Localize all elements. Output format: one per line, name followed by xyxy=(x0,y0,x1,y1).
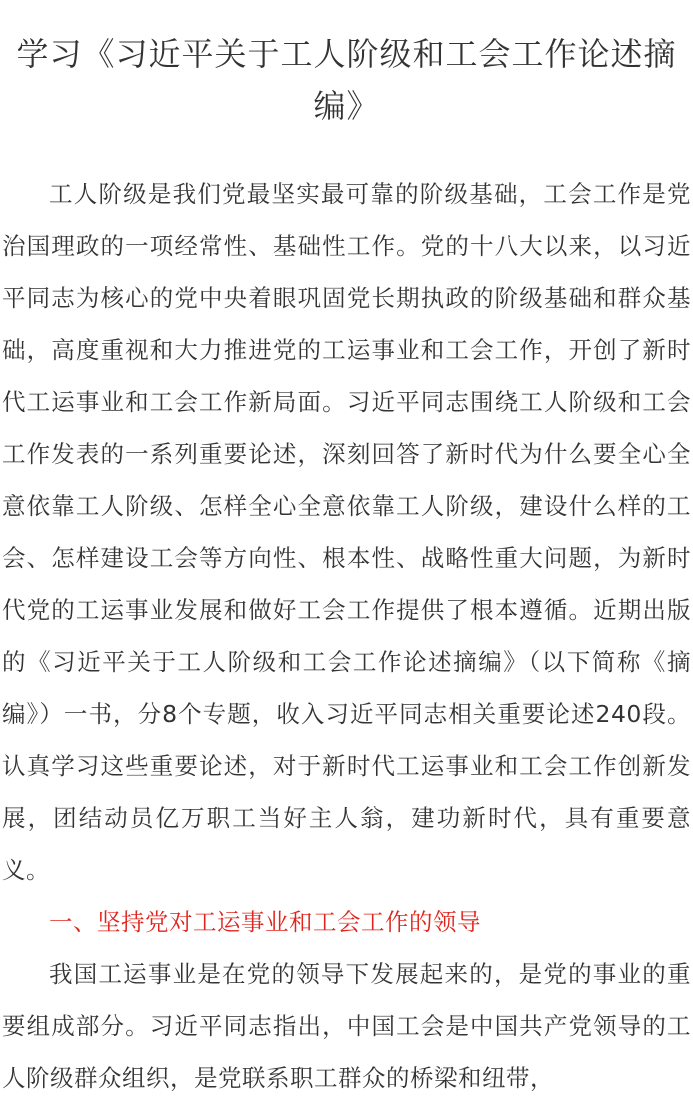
article-body xyxy=(2,168,691,1104)
section-heading: 一、坚持党对工运事业和工会工作的领导 xyxy=(49,908,481,936)
article-title: 学习《习近平关于工人阶级和工会工作论述摘编》 xyxy=(16,35,677,125)
intro-paragraph: 工人阶级是我们党最坚实最可靠的阶级基础，工会工作是党治国理政的一项经常性、基础性工作。党的十八大以来，以习近平同志为核心的党中央着眼巩固党长期执政的阶级基础和群众基础，高度重视和大力推进党的工运事业和工会工作，开创了新时代工运事业和工会工作新局面。习近平同志围绕工人阶级和工会工作发表的一系列重要论述，深刻回答了新时代为什么要全心全意依靠工人阶级、怎样全心全意依靠工人阶级，建设什么样的工会、怎样建设工会等方向性、根本性、战略性重大问题，为新时代党的工运事业发展和做好工会工作提供了根本遵循。近期出版的《习近平关于工人阶级和工会工作论述摘编》（以下简称《摘编》）一书，分8个专题，收入习近平同志相关重要论述240段。认真学习这些重要论述，对于新时代工运事业和工会工作创新发展，团结动员亿万职工当好主人翁，建功新时代，具有重要意义。 xyxy=(2,180,691,884)
section-paragraph: 我国工运事业是在党的领导下发展起来的，是党的事业的重要组成部分。习近平同志指出，中国工会是中国共产党领导的工人阶级群众组织，是党联系职工群众的桥梁和纽带， xyxy=(2,960,691,1092)
